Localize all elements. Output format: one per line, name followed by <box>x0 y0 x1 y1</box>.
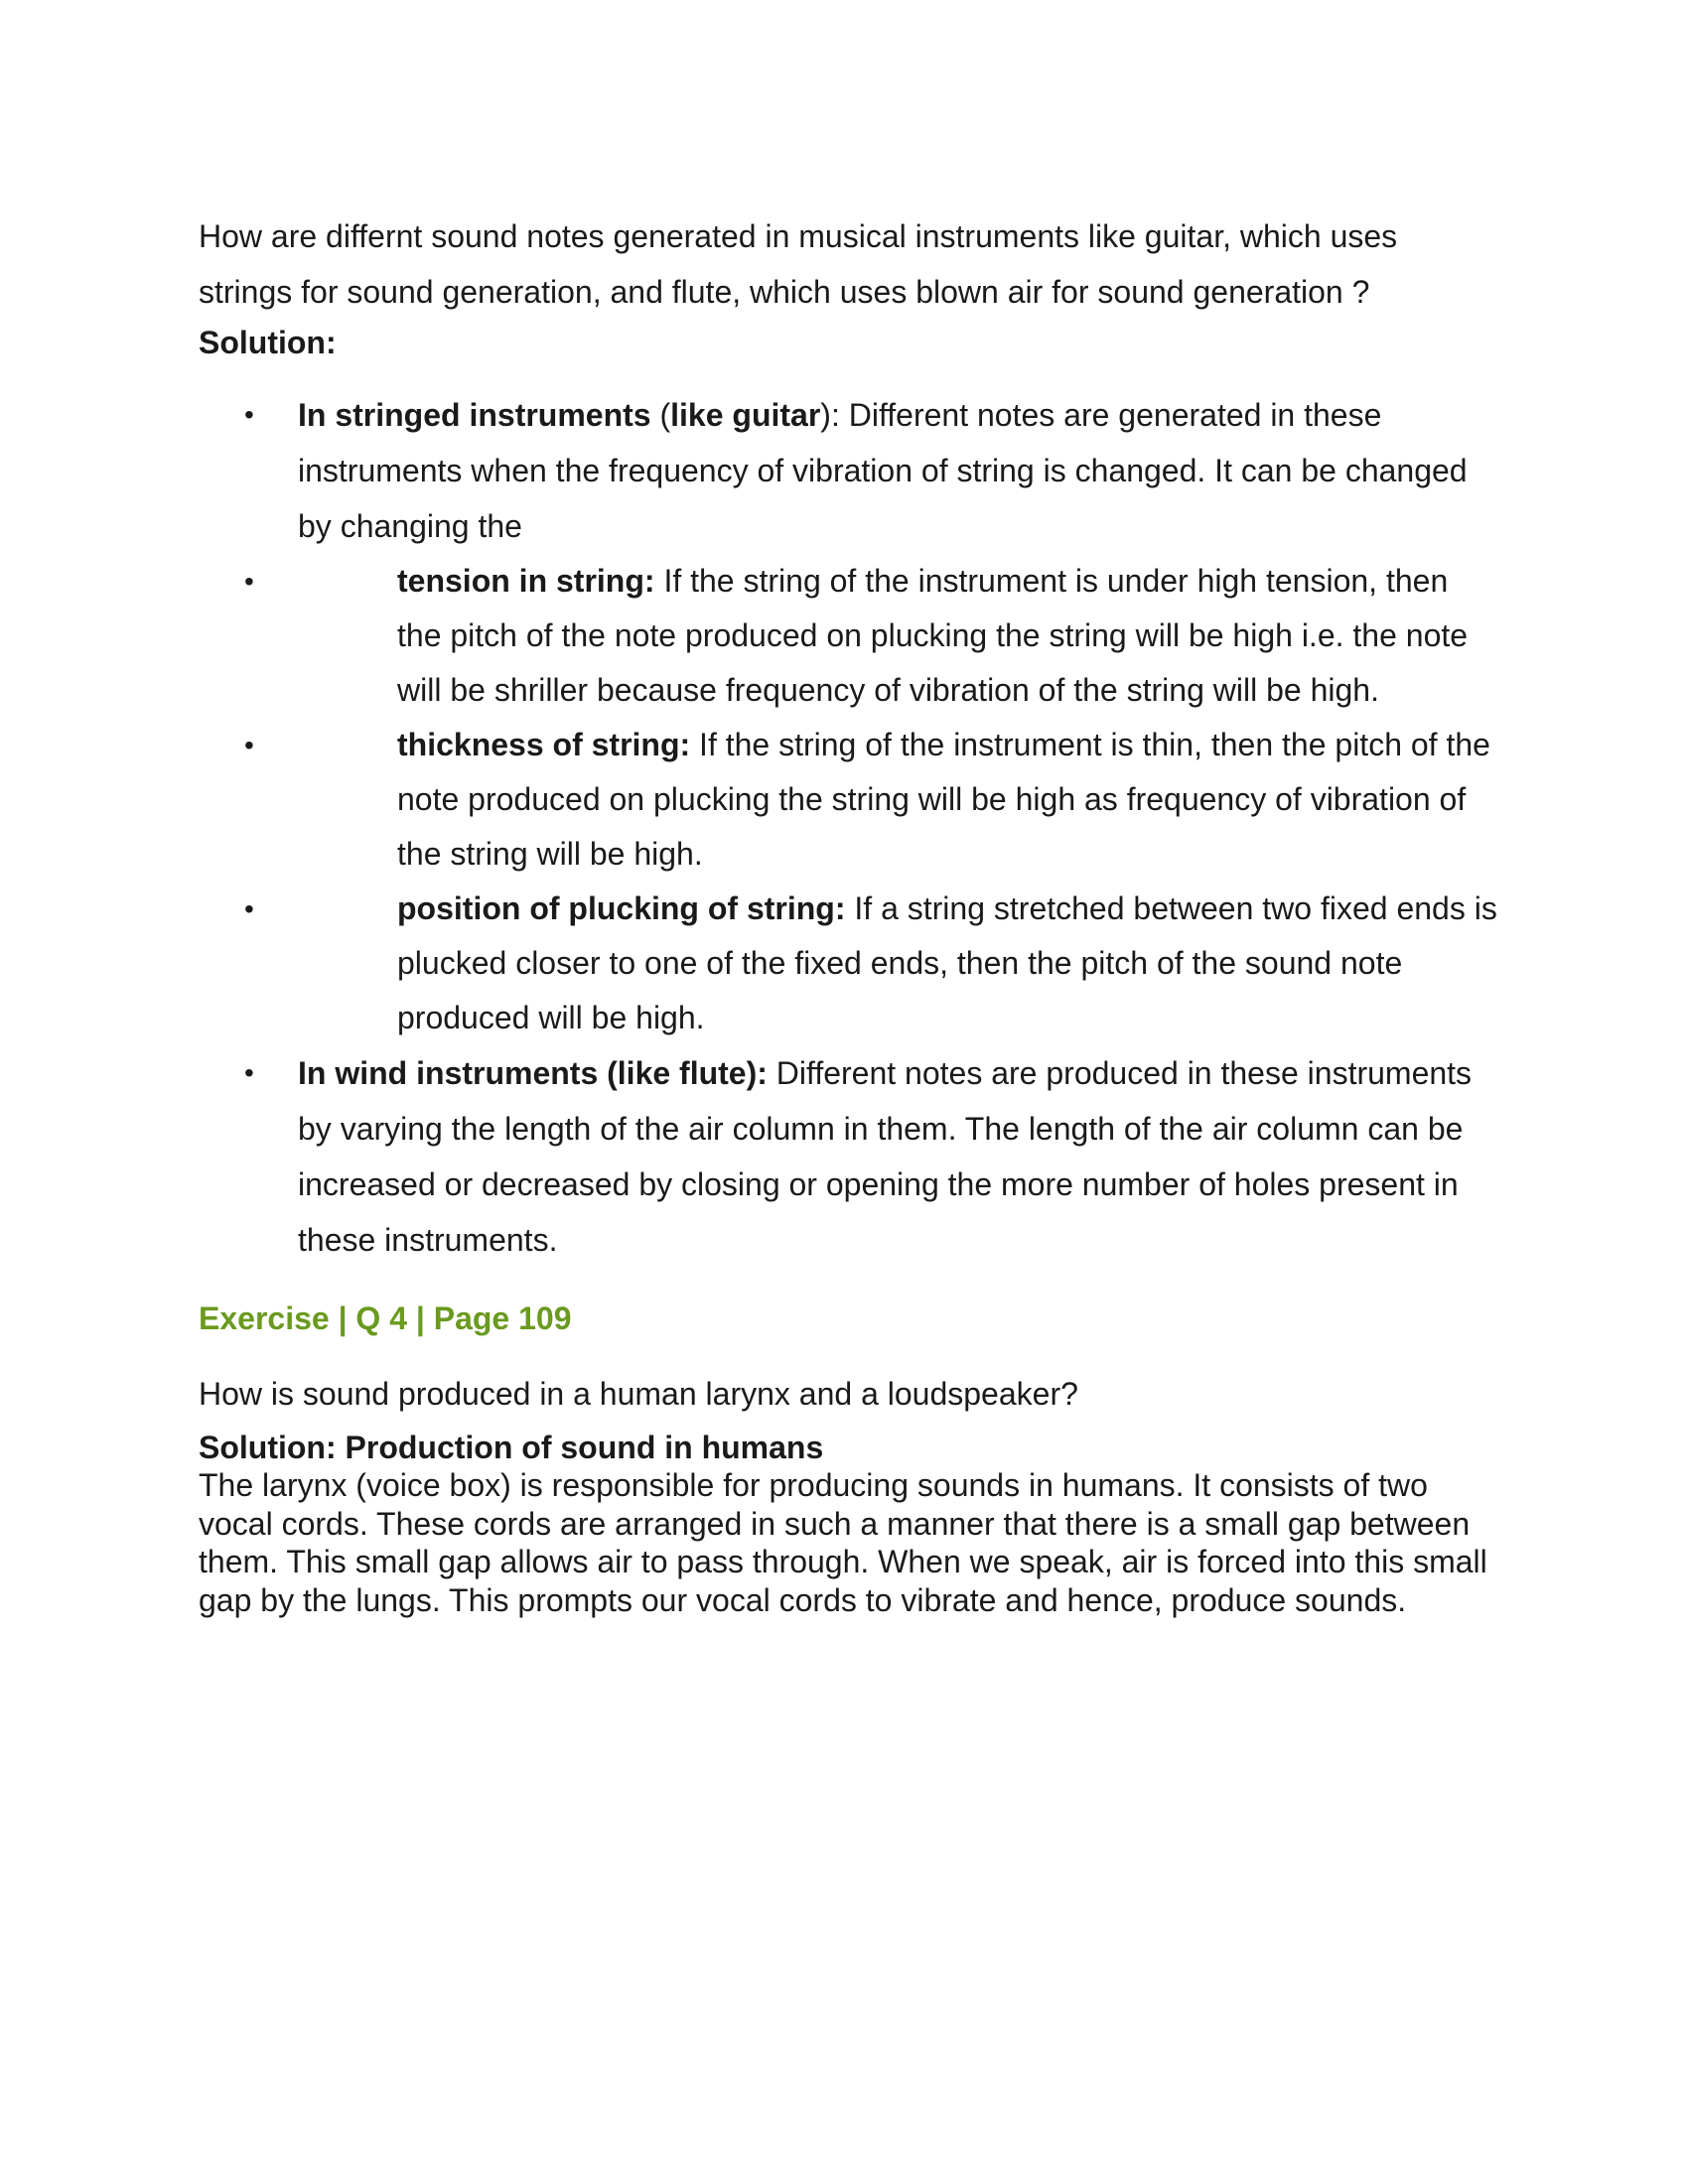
solution-bullets <box>199 387 1499 1268</box>
sub-bullet-tension-text: If the string of the instrument is under high tension, then the pitch of the note produced on plucking the string will be high i.e. the note will be shriller because frequency of vibration of the string will be high. <box>397 563 1469 708</box>
document-page <box>199 208 1499 1619</box>
sub-bullet-position-lead: position of plucking of string: <box>397 890 846 926</box>
bullet-wind-lead: In wind instruments (like flute): <box>298 1055 768 1091</box>
sub-bullet-tension-lead: tension in string: <box>397 563 655 599</box>
bullet-wind-text: Different notes are produced in these instruments by varying the length of the air column in them. The length of the air column can be increased or decreased by closing or opening the more number of holes present in these instruments. <box>298 1055 1473 1258</box>
bullet-stringed-lead: In stringed instruments <box>298 397 651 433</box>
solution-label: Solution: <box>199 325 337 360</box>
stringed-sub-bullets <box>298 554 1499 1045</box>
bullet-stringed-paren-open: ( <box>650 397 671 433</box>
sub-bullet-thickness-text: If the string of the instrument is thin, then the pitch of the note produced on plucking the string will be high as frequency of vibration of the string will be high. <box>397 727 1490 872</box>
sub-bullet-position-text: If a string stretched between two fixed ends is plucked closer to one of the fixed ends, then the pitch of the sound note produced will be high. <box>397 890 1497 1035</box>
bullet-wind-instruments <box>199 1045 1499 1268</box>
bullet-stringed-text: Different notes are generated in these instruments when the frequency of vibration of string is changed. It can be changed by changing the <box>298 397 1468 544</box>
question-2: How is sound produced in a human larynx and a loudspeaker? <box>199 1376 1078 1412</box>
sub-bullet-tension <box>298 554 1499 718</box>
bullet-stringed-paren-close: ): <box>820 397 849 433</box>
solution-2-label: Solution: Production of sound in humans <box>199 1430 824 1465</box>
sub-bullet-position <box>298 882 1499 1045</box>
question-1: How are differnt sound notes generated in musical instruments like guitar, which uses strings for sound generation, and flute, which uses blown air for sound generation ? <box>199 218 1398 310</box>
sub-bullet-thickness-lead: thickness of string: <box>397 727 691 762</box>
solution-2-body: The larynx (voice box) is responsible for producing sounds in humans. It consists of two vocal cords. These cords are arranged in such a manner that there is a small gap between them. This small gap allows air to pass through. When we speak, air is forced into this small gap by the lungs. This prompts our vocal cords to vibrate and hence, produce sounds. <box>199 1467 1487 1618</box>
bullet-stringed-paren-bold: like guitar <box>670 397 821 433</box>
exercise-heading: Exercise | Q 4 | Page 109 <box>199 1300 572 1336</box>
bullet-stringed-instruments <box>199 387 1499 1045</box>
sub-bullet-thickness <box>298 718 1499 882</box>
